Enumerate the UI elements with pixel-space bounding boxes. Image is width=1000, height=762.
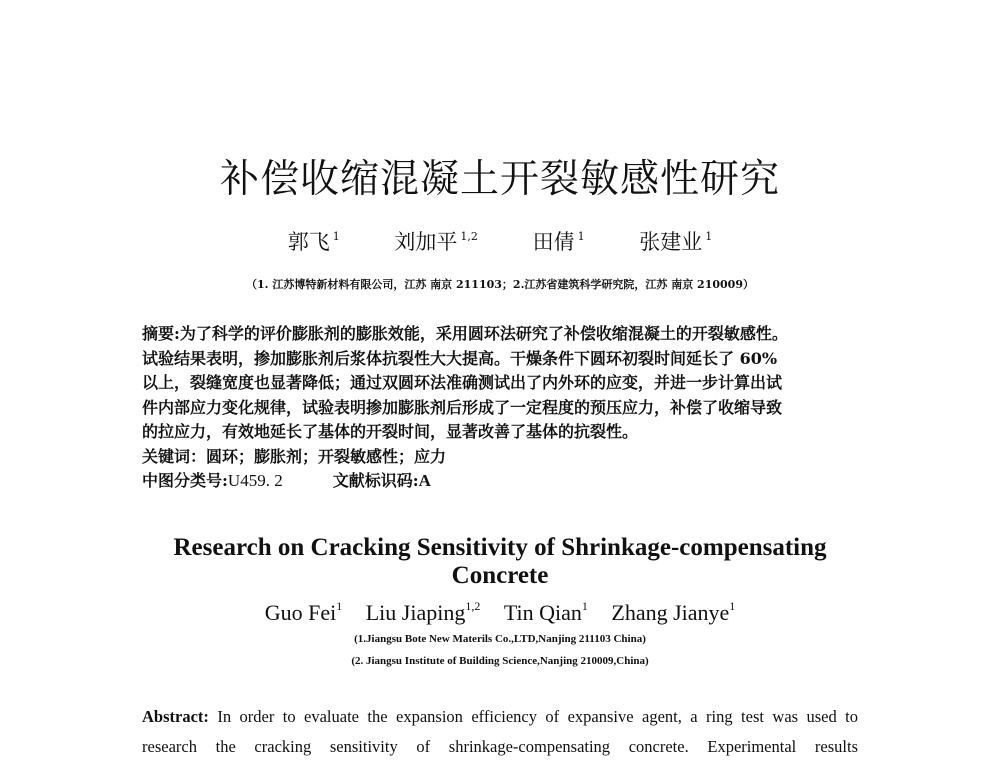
paper-title-en-line: Concrete bbox=[451, 562, 549, 589]
abstract-cn-text: 为了科学的评价膨胀剂的膨胀效能，采用圆环法研究了补偿收缩混凝土的开裂敏感性。 bbox=[179, 324, 788, 343]
author-name: Zhang Jianye bbox=[611, 600, 730, 625]
keywords-cn-text: 圆环；膨胀剂；开裂敏感性；应力 bbox=[206, 446, 447, 466]
author-affil-index: 1,2 bbox=[460, 230, 478, 243]
abstract-en-line bbox=[142, 702, 858, 732]
doc-code-label: 文献标识码: bbox=[332, 471, 419, 490]
affiliation-cn: （1. 江苏博特新材料有限公司，江苏 南京 211103；2.江苏省建筑科学研究院，江苏 南京 210009） bbox=[246, 278, 754, 291]
abstract-en-label: Abstract: bbox=[142, 707, 209, 726]
author-affil-index: 1 bbox=[577, 230, 585, 243]
abstract-cn-line bbox=[142, 322, 862, 347]
abstract-en-text: In order to evaluate the expansion efficiency of expansive agent, a ring test was used to bbox=[217, 707, 859, 726]
abstract-cn-text: 以上，裂缝宽度也显著降低；通过双圆环法准确测试出了内外环的应变，并进一步计算出试 bbox=[142, 373, 783, 392]
author-affil-index: 1 bbox=[581, 599, 588, 613]
clc-label: 中图分类号: bbox=[142, 471, 228, 490]
author-cn bbox=[639, 226, 712, 256]
paper-title-cn: 补偿收缩混凝土开裂敏感性研究 bbox=[219, 157, 780, 202]
author-en bbox=[504, 599, 588, 626]
abstract-cn-text: 的拉应力，有效地延长了基体的开裂时间，显著改善了基体的抗裂性。 bbox=[142, 422, 639, 441]
author-affil-index: 1 bbox=[729, 599, 736, 613]
author-name: Tin Qian bbox=[503, 600, 582, 625]
doc-code-value: A bbox=[418, 471, 431, 490]
author-affil-index: 1 bbox=[705, 230, 713, 243]
author-affil-index: 1 bbox=[332, 230, 340, 243]
abstract-cn-text: 试验结果表明，掺加膨胀剂后浆体抗裂性大大提高。干燥条件下圆环初裂时间延长了 60% bbox=[142, 348, 778, 368]
author-cn bbox=[394, 226, 478, 256]
author-affil-index: 1 bbox=[336, 599, 343, 613]
abstract-cn bbox=[142, 322, 862, 494]
abstract-cn-label: 摘要: bbox=[142, 324, 180, 343]
author-name: Guo Fei bbox=[264, 600, 337, 625]
author-affil-index: 1,2 bbox=[465, 599, 481, 613]
author-en bbox=[611, 599, 735, 626]
keywords-cn bbox=[142, 445, 862, 470]
author-en bbox=[366, 599, 481, 626]
abstract-en bbox=[142, 702, 858, 762]
author-name: 刘加平 bbox=[394, 230, 458, 254]
classification-line bbox=[142, 469, 862, 494]
abstract-en-text: research the cracking sensitivity of shrinkage-compensating concrete. Experimental results bbox=[142, 737, 858, 756]
clc-value: U459. 2 bbox=[227, 471, 283, 490]
author-list-en bbox=[0, 599, 1000, 626]
author-list-cn bbox=[0, 226, 1000, 256]
author-cn bbox=[288, 226, 340, 256]
author-name: Liu Jiaping bbox=[365, 600, 466, 625]
affiliation-en-2: (2. Jiangsu Institute of Building Science,Nanjing 210009,China) bbox=[351, 655, 649, 667]
author-name: 田倩 bbox=[532, 230, 575, 254]
paper-title-en bbox=[0, 534, 1000, 590]
author-name: 郭飞 bbox=[287, 230, 330, 254]
author-en bbox=[265, 599, 343, 626]
paper-title-en-line: Research on Cracking Sensitivity of Shrinkage-compensating bbox=[173, 534, 827, 561]
affiliation-en-1: (1.Jiangsu Bote New Materils Co.,LTD,Nanjing 211103 China) bbox=[354, 633, 646, 645]
author-cn bbox=[533, 226, 585, 256]
abstract-cn-text: 件内部应力变化规律，试验表明掺加膨胀剂后形成了一定程度的预压应力，补偿了收缩导致 bbox=[142, 397, 783, 417]
author-name: 张建业 bbox=[639, 230, 703, 254]
keywords-cn-label: 关键词： bbox=[142, 446, 207, 466]
